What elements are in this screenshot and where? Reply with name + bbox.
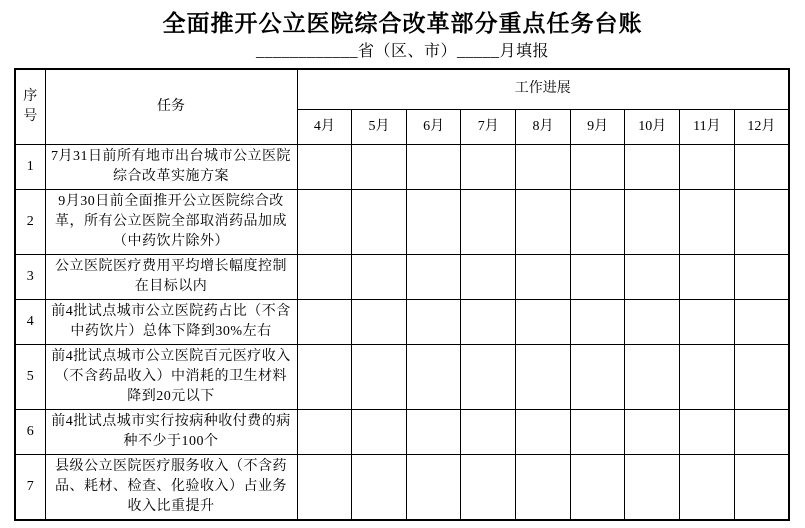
- progress-cell-empty: [461, 454, 516, 520]
- progress-cell-empty: [461, 254, 516, 299]
- progress-cell-empty: [297, 344, 352, 409]
- row-index: 3: [15, 254, 45, 299]
- progress-cell-empty: [570, 344, 625, 409]
- progress-cell-empty: [461, 299, 516, 344]
- column-header-month: 6月: [406, 109, 461, 144]
- progress-cell-empty: [570, 144, 625, 189]
- progress-cell-empty: [297, 454, 352, 520]
- progress-cell-empty: [461, 144, 516, 189]
- progress-cell-empty: [625, 144, 680, 189]
- table-row: [15, 189, 789, 254]
- table-header: [15, 69, 789, 144]
- progress-cell-empty: [570, 254, 625, 299]
- progress-cell-empty: [680, 144, 735, 189]
- progress-cell-empty: [570, 454, 625, 520]
- progress-cell-empty: [570, 189, 625, 254]
- column-header-month: 12月: [734, 109, 789, 144]
- progress-cell-empty: [734, 344, 789, 409]
- progress-cell-empty: [680, 189, 735, 254]
- row-index: 6: [15, 409, 45, 454]
- column-header-task: 任务: [45, 69, 297, 144]
- progress-cell-empty: [625, 454, 680, 520]
- progress-cell-empty: [516, 344, 571, 409]
- progress-cell-empty: [625, 299, 680, 344]
- column-header-index: 序号: [15, 69, 45, 144]
- progress-cell-empty: [625, 409, 680, 454]
- progress-cell-empty: [680, 299, 735, 344]
- task-table-body: [15, 144, 789, 520]
- task-table: [14, 68, 790, 521]
- progress-cell-empty: [406, 454, 461, 520]
- progress-cell-empty: [734, 144, 789, 189]
- progress-cell-empty: [734, 409, 789, 454]
- header-row-top: [15, 69, 789, 109]
- row-index: 2: [15, 189, 45, 254]
- progress-cell-empty: [461, 189, 516, 254]
- progress-cell-empty: [734, 254, 789, 299]
- task-description: 县级公立医院医疗服务收入（不含药品、耗材、检查、化验收入）占业务收入比重提升: [45, 454, 297, 520]
- column-header-month: 5月: [352, 109, 407, 144]
- progress-cell-empty: [516, 254, 571, 299]
- task-description: 前4批试点城市实行按病种收付费的病种不少于100个: [45, 409, 297, 454]
- document-subtitle: ____________省（区、市）_____月填报: [255, 43, 549, 60]
- progress-cell-empty: [734, 189, 789, 254]
- progress-cell-empty: [680, 454, 735, 520]
- progress-cell-empty: [570, 409, 625, 454]
- row-index: 4: [15, 299, 45, 344]
- progress-cell-empty: [352, 299, 407, 344]
- row-index: 1: [15, 144, 45, 189]
- table-row: [15, 144, 789, 189]
- table-row: [15, 254, 789, 299]
- progress-cell-empty: [516, 454, 571, 520]
- progress-cell-empty: [516, 299, 571, 344]
- progress-cell-empty: [352, 254, 407, 299]
- progress-cell-empty: [297, 299, 352, 344]
- progress-cell-empty: [297, 409, 352, 454]
- progress-cell-empty: [297, 144, 352, 189]
- column-header-month: 4月: [297, 109, 352, 144]
- progress-cell-empty: [352, 409, 407, 454]
- column-header-month: 7月: [461, 109, 516, 144]
- row-index: 5: [15, 344, 45, 409]
- progress-cell-empty: [680, 344, 735, 409]
- progress-cell-empty: [297, 189, 352, 254]
- progress-cell-empty: [352, 344, 407, 409]
- table-row: [15, 409, 789, 454]
- progress-cell-empty: [625, 344, 680, 409]
- progress-cell-empty: [352, 144, 407, 189]
- task-description: 9月30日前全面推开公立医院综合改革，所有公立医院全部取消药品加成（中药饮片除外）: [45, 189, 297, 254]
- progress-cell-empty: [352, 189, 407, 254]
- progress-cell-empty: [734, 454, 789, 520]
- column-header-month: 11月: [680, 109, 735, 144]
- progress-cell-empty: [406, 409, 461, 454]
- progress-cell-empty: [680, 254, 735, 299]
- progress-cell-empty: [297, 254, 352, 299]
- progress-cell-empty: [680, 409, 735, 454]
- progress-cell-empty: [625, 189, 680, 254]
- progress-cell-empty: [625, 254, 680, 299]
- column-header-month: 8月: [516, 109, 571, 144]
- column-header-month: 10月: [625, 109, 680, 144]
- progress-cell-empty: [570, 299, 625, 344]
- progress-cell-empty: [516, 189, 571, 254]
- progress-cell-empty: [406, 144, 461, 189]
- column-header-progress: 工作进展: [297, 69, 789, 109]
- table-row: [15, 299, 789, 344]
- progress-cell-empty: [516, 409, 571, 454]
- progress-cell-empty: [406, 344, 461, 409]
- row-index: 7: [15, 454, 45, 520]
- progress-cell-empty: [516, 144, 571, 189]
- progress-cell-empty: [352, 454, 407, 520]
- task-description: 前4批试点城市公立医院百元医疗收入（不含药品收入）中消耗的卫生材料降到20元以下: [45, 344, 297, 409]
- progress-cell-empty: [406, 254, 461, 299]
- document-title: 全面推开公立医院综合改革部分重点任务台账: [162, 11, 643, 36]
- progress-cell-empty: [406, 299, 461, 344]
- task-description: 前4批试点城市公立医院药占比（不含中药饮片）总体下降到30%左右: [45, 299, 297, 344]
- column-header-month: 9月: [570, 109, 625, 144]
- progress-cell-empty: [461, 344, 516, 409]
- progress-cell-empty: [734, 299, 789, 344]
- table-row: [15, 344, 789, 409]
- progress-cell-empty: [461, 409, 516, 454]
- task-description: 7月31日前所有地市出台城市公立医院综合改革实施方案: [45, 144, 297, 189]
- table-row: [15, 454, 789, 520]
- task-description: 公立医院医疗费用平均增长幅度控制在目标以内: [45, 254, 297, 299]
- progress-cell-empty: [406, 189, 461, 254]
